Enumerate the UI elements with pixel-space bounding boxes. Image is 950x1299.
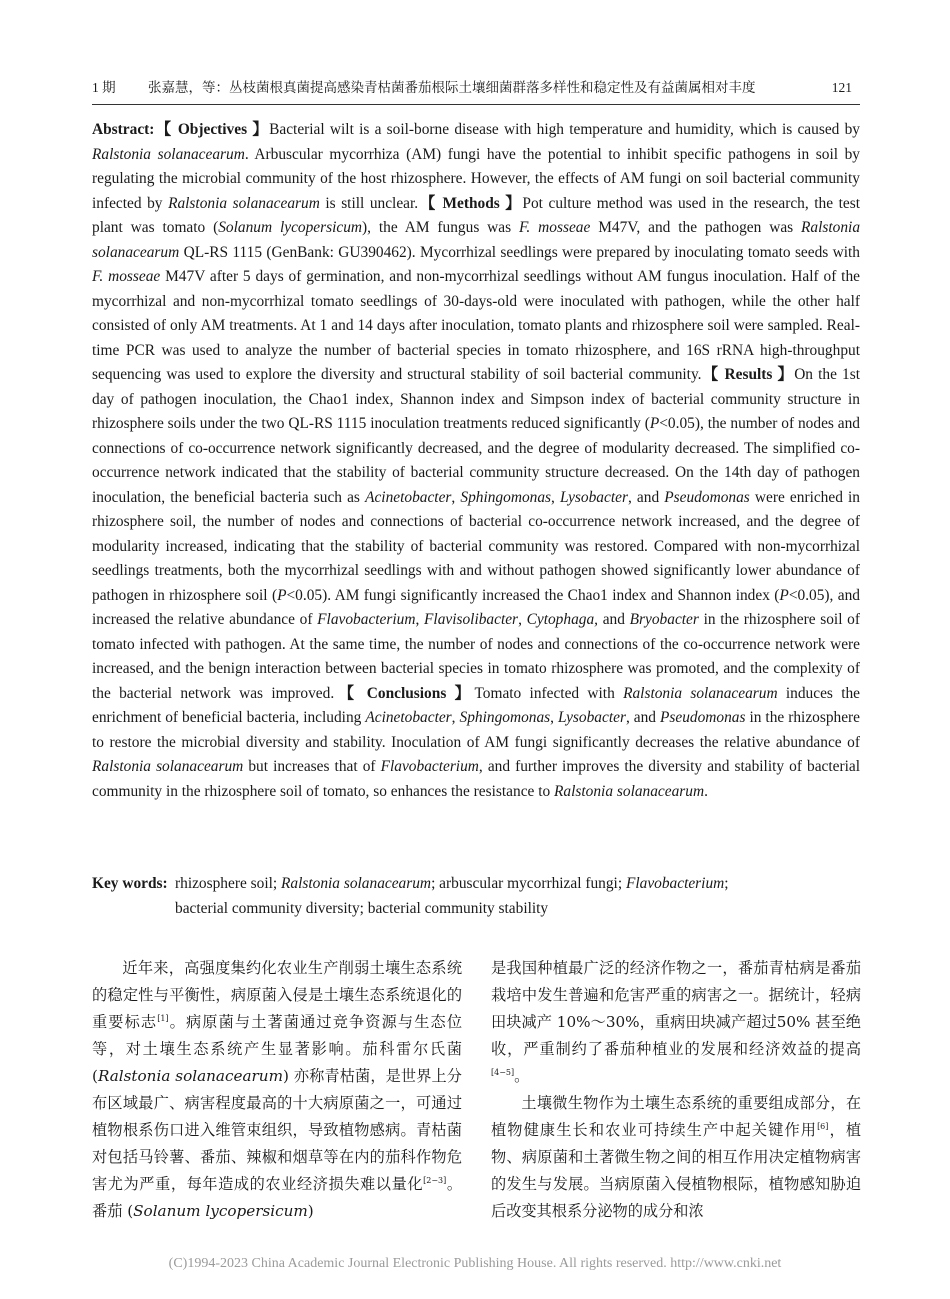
body-paragraph: 近年来，高强度集约化农业生产削弱土壤生态系统的稳定性与平衡性，病原菌入侵是土壤生态系统退化的重要标志[1]。病原菌与土著菌通过竞争资源与生态位等，对土壤生态系统产生显著影响。茄科雷尔氏菌 (Ralstonia solanacearum) 亦称青枯菌，是世界上分布区域最广、病害程度最高的十大病原菌之一，可通过植物根系伤口进入维管束组织，导致植物感病。青枯菌对包括马铃薯、番茄、辣椒和烟草等在内的茄科作物危害尤为严重，每年造成的农业经济损失难以量化[2−3]。番茄 (Solanum lycopersicum): [92, 959, 463, 1220]
abstract-paragraph: Abstract:【 Objectives 】Bacterial wilt is a soil-borne disease with high temperature and humidity, which is caused by Ralstonia solanacearum. Arbuscular mycorrhiza (AM) fungi have the potential to inhibit specific pathogens in soil by regulating the microbial community of the host rhizosphere. However, the effects of AM fungi on soil bacterial community infected by Ralstonia solanacearum is still unclear.【 Methods 】Pot culture method was used in the research, the test plant was tomato (Solanum lycopersicum), the AM fungus was F. mosseae M47V, and the pathogen was Ralstonia solanacearum QL-RS 1115 (GenBank: GU390462). Mycorrhizal seedlings were prepared by inoculating tomato seeds with F. mosseae M47V after 5 days of germination, and non-mycorrhizal seedlings without AM fungus inoculation. Half of the mycorrhizal and non-mycorrhizal tomato seedlings of 30-days-old were inoculated with pathogen, while the other half consisted of only AM treatments. At 1 and 14 days after inoculation, tomato plants and rhizosphere soil were sampled. Real-time PCR was used to analyze the number of bacterial species in tomato rhizosphere, and 16S rRNA high-throughput sequencing was used to explore the diversity and structural stability of soil bacterial community.【 Results 】On the 1st day of pathogen inoculation, the Chao1 index, Shannon index and Simpson index of bacterial community structure in rhizosphere soils under the two QL-RS 1115 inoculation treatments reduced significantly (P<0.05), the number of nodes and connections of co-occurrence network significantly decreased, and the degree of modularity decreased. The simplified co-occurrence network indicated that the stability of bacterial community structure decreased. On the 14th day of pathogen inoculation, the beneficial bacteria such as Acinetobacter, Sphingomonas, Lysobacter, and Pseudomonas were enriched in rhizosphere soil, the number of nodes and connections of bacterial co-occurrence network increased, and the degree of modularity increased, indicating that the stability of bacterial community was restored. Compared with non-mycorrhizal seedlings treatments, both the mycorrhizal seedlings with and without pathogen showed significantly lower abundance of pathogen in rhizosphere soil (P<0.05). AM fungi significantly increased the Chao1 index and Shannon index (P<0.05), and increased the relative abundance of Flavobacterium, Flavisolibacter, Cytophaga, and Bryobacter in the rhizosphere soil of tomato infected with pathogen. At the same time, the number of nodes and connections of the co-occurrence network were increased, and the benign interaction between bacterial species in tomato rhizosphere was promoted, and the complexity of the bacterial network was improved.【 Conclusions 】Tomato infected with Ralstonia solanacearum induces the enrichment of beneficial bacteria, including Acinetobacter, Sphingomonas, Lysobacter, and Pseudomonas in the rhizosphere to restore the microbial diversity and stability. Inoculation of AM fungi significantly decreases the relative abundance of Ralstonia solanacearum but increases that of Flavobacterium, and further improves the diversity and stability of bacterial community in the rhizosphere soil of tomato, so enhances the resistance to Ralstonia solanacearum.: [92, 121, 861, 800]
running-title: 张嘉慧，等：丛枝菌根真菌提高感染青枯菌番茄根际土壤细菌群落多样性和稳定性及有益菌属相对丰度: [148, 80, 756, 95]
abstract: [92, 118, 860, 804]
citation: [1]: [157, 1013, 169, 1023]
body-paragraph: 是我国种植最广泛的经济作物之一，番茄青枯病是番茄栽培中发生普遍和危害严重的病害之一。据统计，轻病田块减产 10%～30%，重病田块减产超过50% 甚至绝收，严重制约了番茄种植业的发展和经济效益的提高[4−5]。: [491, 959, 861, 1085]
methods-tag: 【 Methods 】: [418, 194, 523, 212]
results-tag: 【 Results 】: [701, 366, 795, 383]
citation: [6]: [817, 1121, 829, 1131]
copyright-footer: (C)1994-2023 China Academic Journal Electronic Publishing House. All rights reserved. http://www.cnki.net: [168, 1256, 782, 1271]
issue-number: 1 期: [92, 80, 116, 95]
keywords-label: Key words:: [92, 875, 168, 892]
conclusions-tag: 【 Conclusions 】: [334, 684, 475, 702]
body-column-right: [491, 955, 861, 1225]
abstract-label: Abstract:: [92, 121, 155, 138]
objectives-tag: 【 Objectives 】: [154, 121, 270, 138]
header-rule: [92, 104, 860, 105]
running-header: [92, 80, 860, 100]
body-paragraph: 土壤微生物作为土壤生态系统的重要组成部分，在植物健康生长和农业可持续生产中起关键作用[6]，植物、病原菌和土著微生物之间的相互作用决定植物病害的发生与发展。当病原菌入侵植物根际，植物感知胁迫后改变其根系分泌物的成分和浓: [491, 1094, 862, 1220]
keywords-list: rhizosphere soil; Ralstonia solanacearum; arbuscular mycorrhizal fungi; Flavobacterium; bacterial community diversity; bacterial community stability: [175, 875, 729, 917]
page-number: 121: [831, 80, 852, 95]
citation: [2−3]: [423, 1175, 447, 1185]
citation: [4−5]: [491, 1067, 515, 1077]
body-column-left: [92, 955, 462, 1225]
